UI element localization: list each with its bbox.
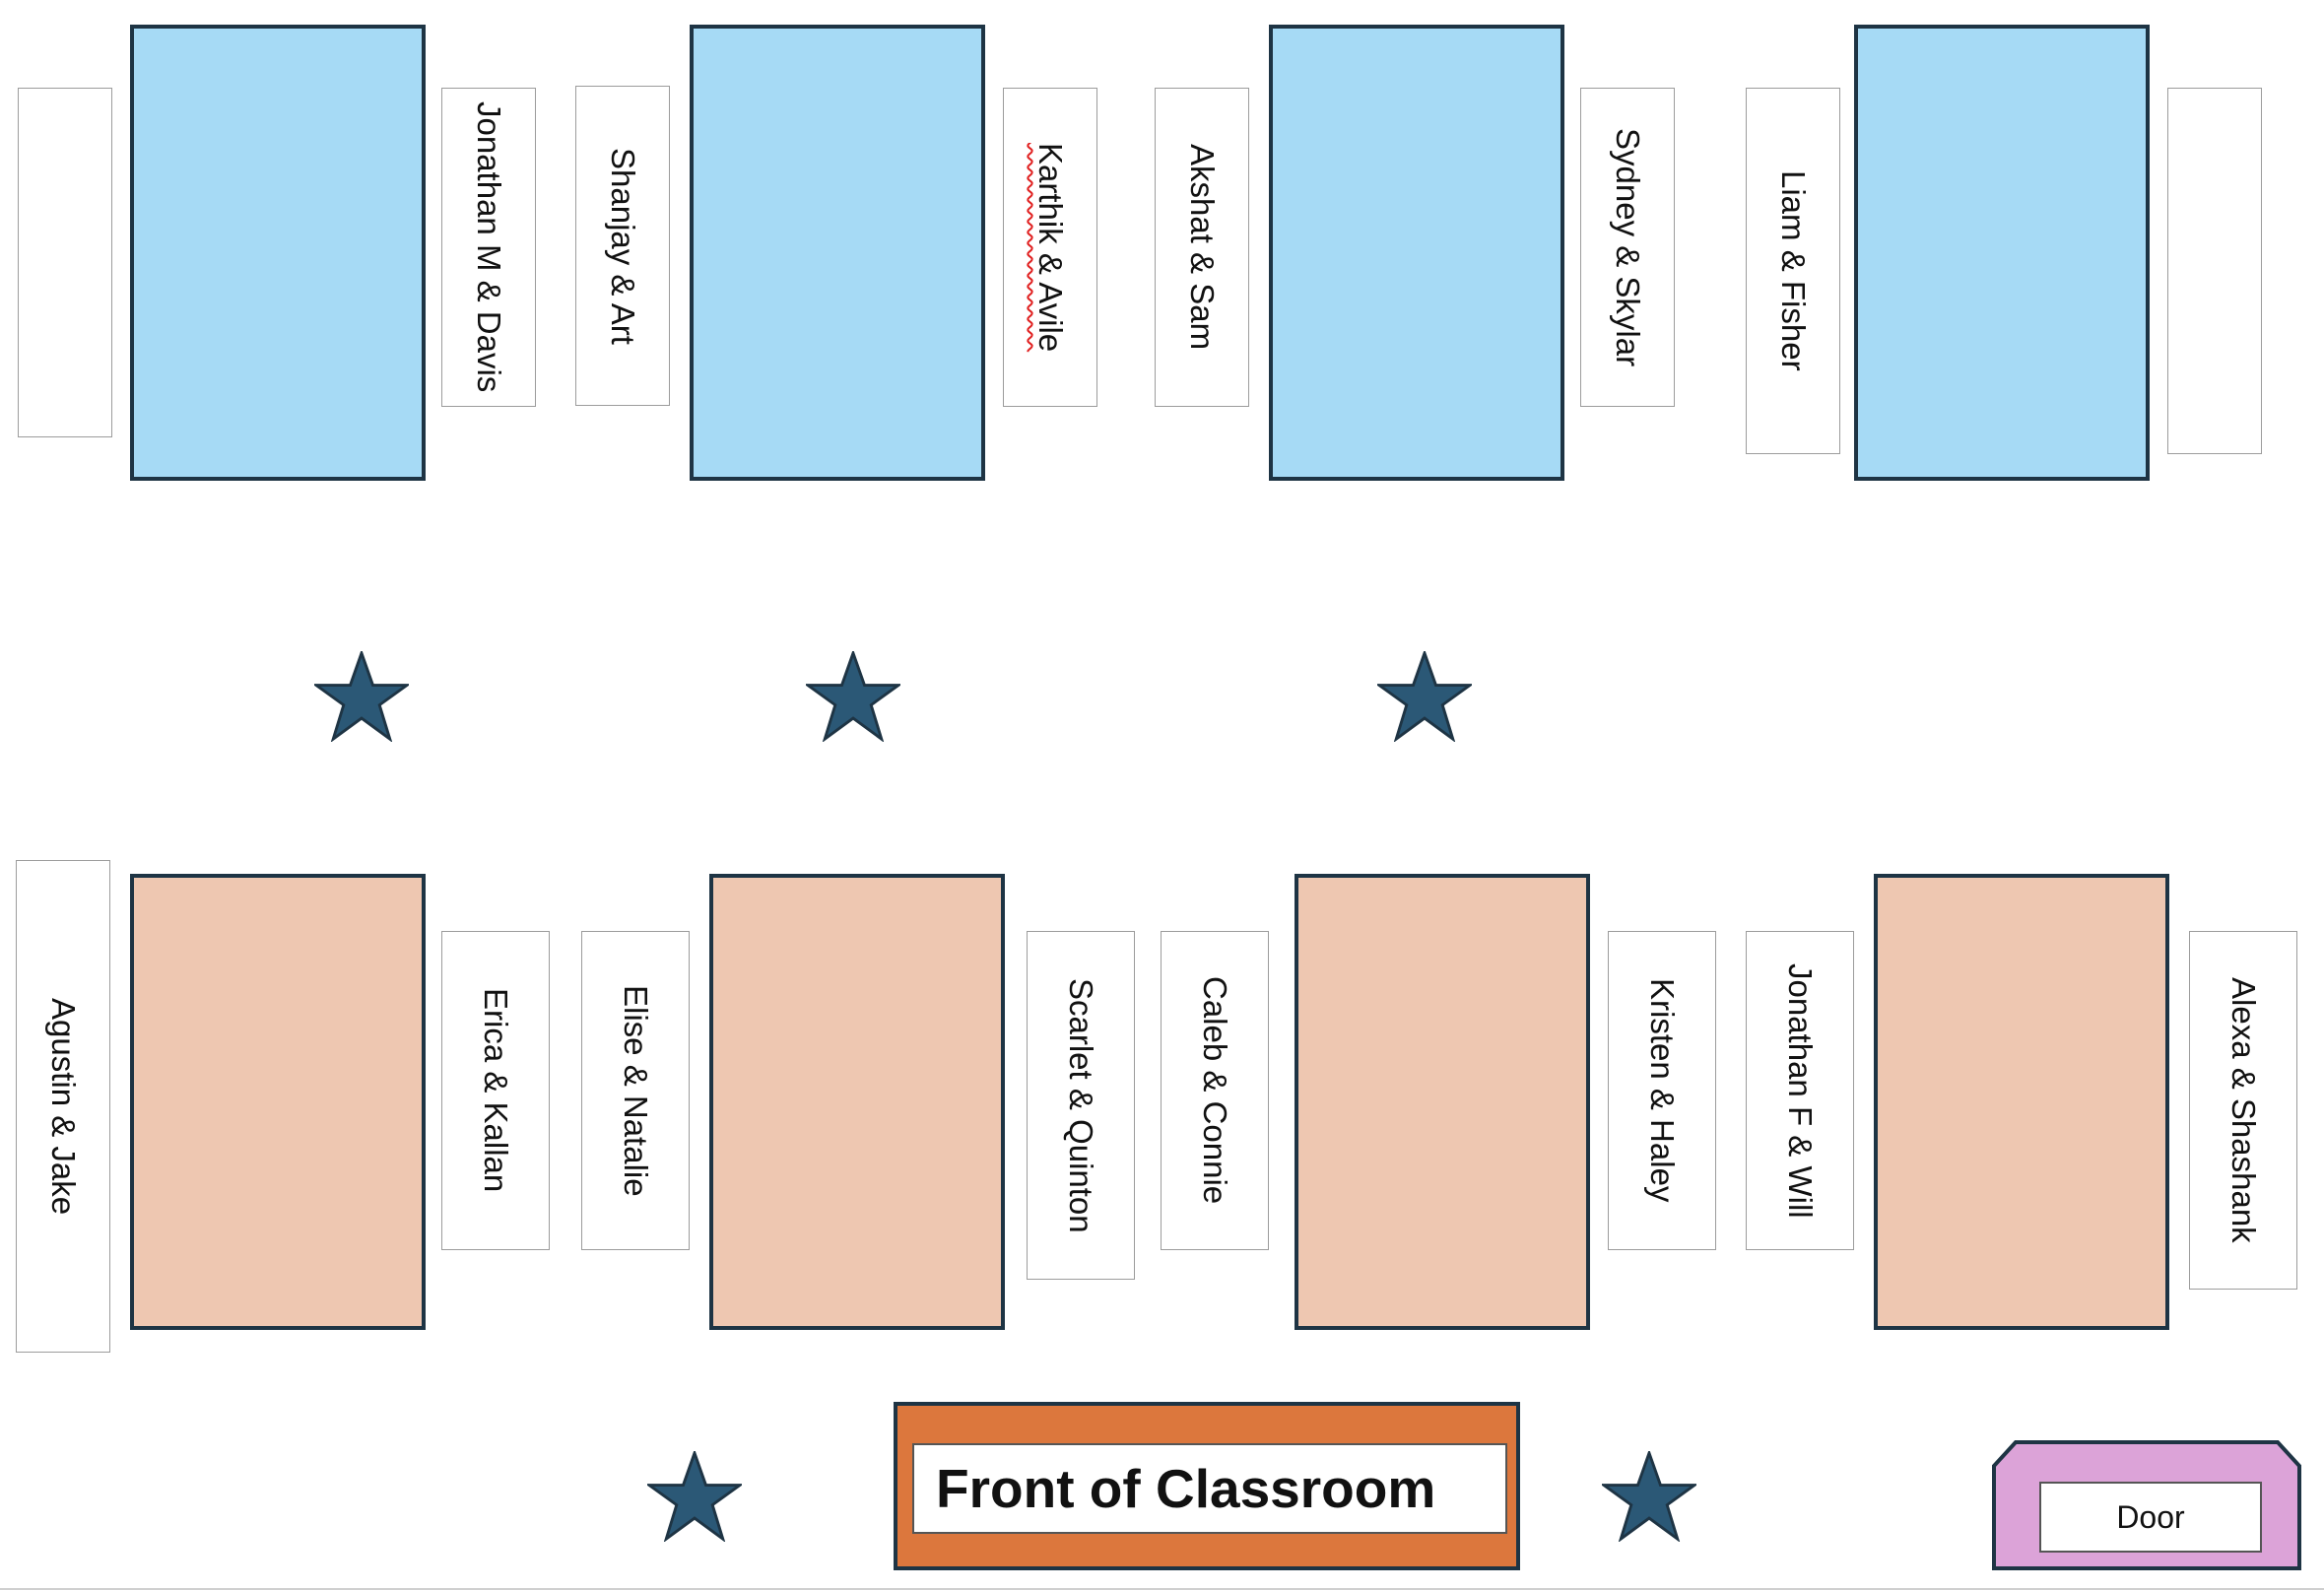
front-name-card-8 (2189, 931, 2297, 1290)
star-icon (806, 651, 900, 742)
back-name-card-5-text: Akshat & Sam (1184, 144, 1221, 351)
front-name-card-5-text: Caleb & Connie (1197, 976, 1233, 1205)
front-table-4 (1874, 874, 2169, 1330)
front-name-card-1 (16, 860, 110, 1353)
front-table-3 (1295, 874, 1590, 1330)
front-table-2 (709, 874, 1005, 1330)
star-icon (647, 1451, 742, 1542)
front-name-card-6-text: Kristen & Haley (1644, 978, 1681, 1203)
back-name-card-7 (1746, 88, 1840, 454)
back-table-4 (1854, 25, 2150, 481)
back-name-card-3-text: Shanjay & Art (605, 147, 641, 345)
front-name-card-2-text: Erica & Kallan (478, 988, 514, 1193)
back-name-card-2 (441, 88, 536, 407)
front-name-card-2 (441, 931, 550, 1250)
front-of-classroom-label: Front of Classroom (912, 1443, 1507, 1534)
back-name-card-4-text: Karthik & Avile (1032, 142, 1069, 353)
front-name-card-4 (1027, 931, 1135, 1280)
front-name-card-5 (1161, 931, 1269, 1250)
back-name-card-4 (1003, 88, 1097, 407)
front-table-1 (130, 874, 426, 1330)
front-name-card-6 (1608, 931, 1716, 1250)
back-name-card-2-text: Jonathan M & Davis (471, 101, 507, 393)
front-name-card-7-text: Jonathan F & Will (1782, 962, 1819, 1219)
back-name-card-3 (575, 86, 670, 406)
front-of-classroom-box (894, 1402, 1520, 1570)
front-name-card-8-text: Alexa & Shashank (2225, 977, 2262, 1243)
star-icon (1602, 1451, 1696, 1542)
back-name-card-1 (18, 88, 112, 437)
back-table-1 (130, 25, 426, 481)
front-name-card-3 (581, 931, 690, 1250)
back-name-card-8 (2167, 88, 2262, 454)
front-name-card-3-text: Elise & Natalie (618, 984, 654, 1197)
back-name-card-7-text: Liam & Fisher (1775, 170, 1812, 371)
back-name-card-6-text: Sydney & Skylar (1610, 127, 1646, 367)
back-table-2 (690, 25, 985, 481)
front-name-card-4-text: Scarlet & Quinton (1063, 977, 1099, 1233)
back-table-3 (1269, 25, 1564, 481)
star-icon (314, 651, 409, 742)
page-bottom-line (0, 1588, 2324, 1590)
front-name-card-7 (1746, 931, 1854, 1250)
back-name-card-6 (1580, 88, 1675, 407)
back-name-card-5 (1155, 88, 1249, 407)
front-name-card-1-text: Agustin & Jake (45, 997, 82, 1216)
star-icon (1377, 651, 1472, 742)
door-label: Door (2039, 1482, 2262, 1553)
